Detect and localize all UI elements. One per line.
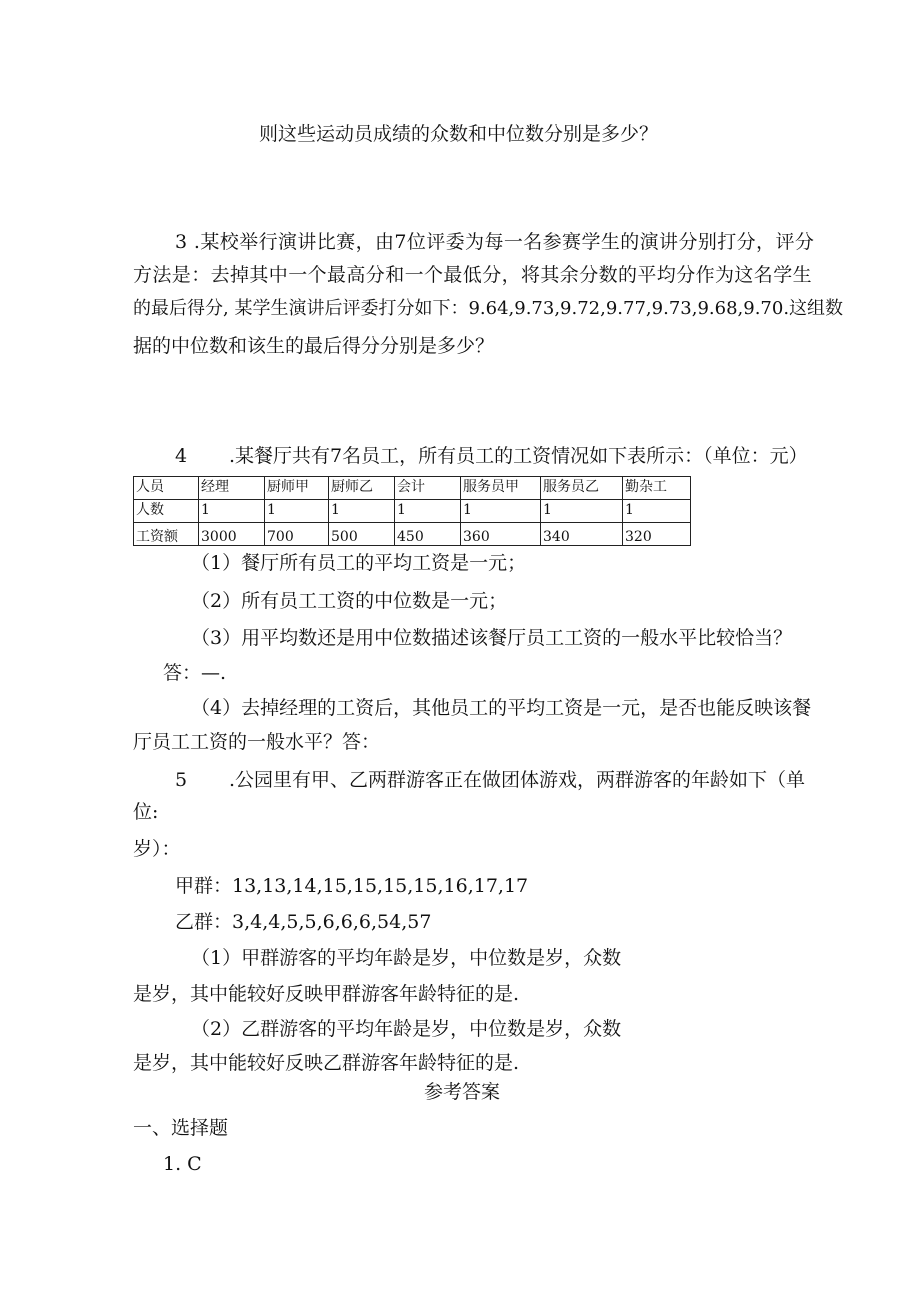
- wage-table: [133, 476, 691, 546]
- question-4-text: .某餐厅共有7名员工，所有员工的工资情况如下表所示：（单位：元）: [229, 445, 808, 467]
- question-5-sub-2-line-1: （2）乙群游客的平均年龄是岁，中位数是岁，众数: [191, 1018, 622, 1040]
- table-cell: 1: [199, 500, 265, 523]
- table-cell: 360: [461, 523, 541, 546]
- table-cell: 1: [461, 500, 541, 523]
- table-cell: 340: [541, 523, 623, 546]
- table-header-cell: 厨师乙: [329, 477, 395, 500]
- question-4-number: 4: [175, 445, 188, 467]
- table-cell: 1: [265, 500, 329, 523]
- table-cell: 1: [623, 500, 691, 523]
- question-5-number: 5: [175, 769, 188, 791]
- question-4-sub-4-line-1: （4）去掉经理的工资后，其他员工的平均工资是一元，是否也能反映该餐: [191, 697, 812, 719]
- table-row: [134, 523, 691, 546]
- question-3-line-3: 的最后得分, 某学生演讲后评委打分如下：9.64,9.73,9.72,9.77,9.73,9.68,9.70.这组数: [133, 298, 844, 319]
- table-header-cell: 服务员乙: [541, 477, 623, 500]
- table-cell: 人数: [134, 500, 199, 523]
- table-header-cell: 厨师甲: [265, 477, 329, 500]
- question-3-line-2: 方法是：去掉其中一个最高分和一个最低分，将其余分数的平均分作为这名学生: [133, 264, 813, 286]
- group-a-ages: 甲群：13,13,14,15,15,15,15,16,17,17: [175, 875, 529, 897]
- table-cell: 320: [623, 523, 691, 546]
- table-header-row: [134, 477, 691, 500]
- group-b-ages: 乙群：3,4,4,5,5,6,6,6,54,57: [175, 911, 432, 933]
- question-3-line-1: 3 .某校举行演讲比赛，由7位评委为每一名参赛学生的演讲分别打分，评分: [175, 231, 815, 253]
- table-header-cell: 勤杂工: [623, 477, 691, 500]
- table-header-cell: 会计: [395, 477, 461, 500]
- question-4-answer: 答：—.: [163, 662, 227, 684]
- question-5-text: .公园里有甲、乙两群游客正在做团体游戏，两群游客的年龄如下（单: [229, 769, 806, 791]
- answers-title: 参考答案: [424, 1081, 501, 1103]
- question-4-sub-3: （3）用平均数还是用中位数描述该餐厅员工工资的一般水平比较恰当？: [191, 627, 793, 649]
- table-row: [134, 500, 691, 523]
- answers-section-heading: 一、选择题: [133, 1117, 229, 1139]
- table-cell: 1: [329, 500, 395, 523]
- question-2-tail: 则这些运动员成绩的众数和中位数分别是多少？: [259, 123, 659, 145]
- question-5-sub-1-line-2: 是岁，其中能较好反映甲群游客年龄特征的是.: [133, 983, 520, 1005]
- question-5-sub-2-line-2: 是岁，其中能较好反映乙群游客年龄特征的是.: [133, 1052, 520, 1074]
- question-4-sub-1: （1）餐厅所有员工的平均工资是一元；: [191, 552, 527, 574]
- table-cell: 500: [329, 523, 395, 546]
- question-4-sub-2: （2）所有员工工资的中位数是一元；: [191, 590, 508, 612]
- table-cell: 700: [265, 523, 329, 546]
- answer-item-1: 1. C: [163, 1153, 202, 1175]
- table-cell: 1: [395, 500, 461, 523]
- table-header-cell: 经理: [199, 477, 265, 500]
- question-5-line-2: 位:: [133, 801, 159, 823]
- table-cell: 工资额: [134, 523, 199, 546]
- question-5-line-3: 岁）：: [133, 838, 181, 860]
- table-cell: 450: [395, 523, 461, 546]
- table-header-cell: 服务员甲: [461, 477, 541, 500]
- table-cell: 3000: [199, 523, 265, 546]
- question-3-line-4: 据的中位数和该生的最后得分分别是多少？: [133, 335, 495, 357]
- table-cell: 1: [541, 500, 623, 523]
- table-header-cell: 人员: [134, 477, 199, 500]
- question-4-sub-4-line-2: 厅员工工资的一般水平？答：: [133, 731, 381, 753]
- question-5-sub-1-line-1: （1）甲群游客的平均年龄是岁，中位数是岁，众数: [191, 947, 622, 969]
